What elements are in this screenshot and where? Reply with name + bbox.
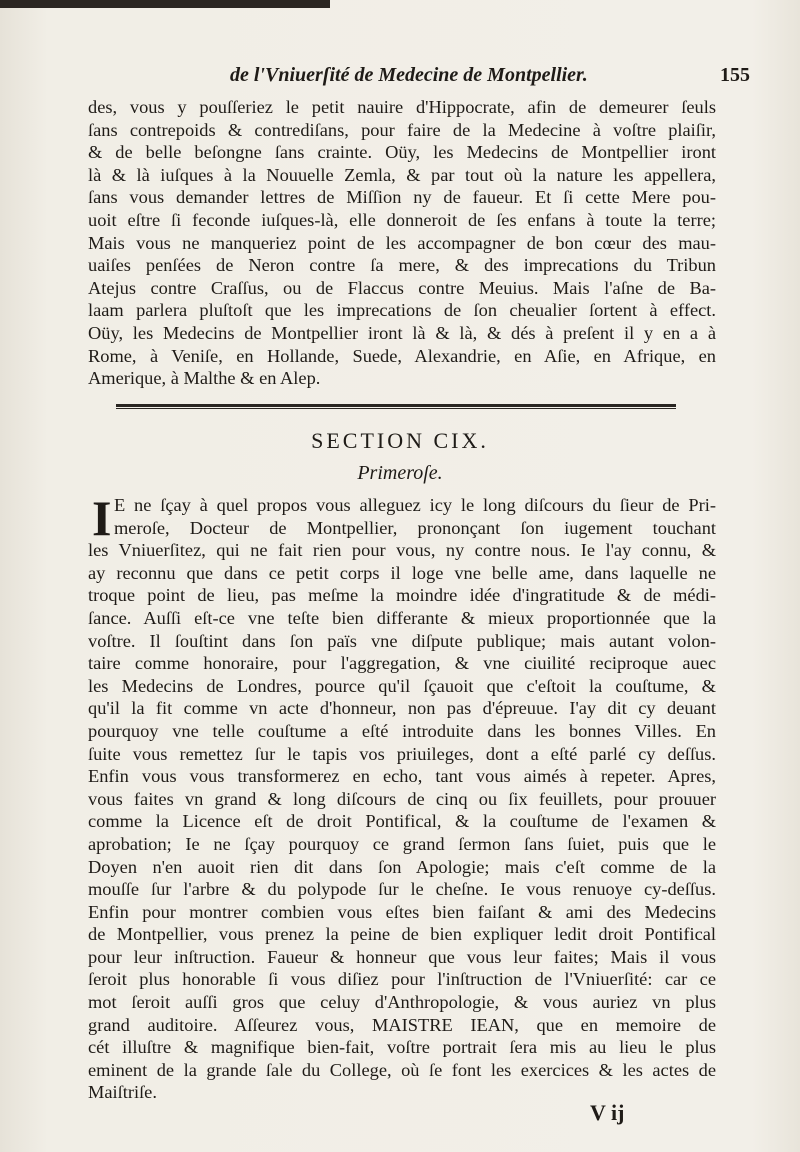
text-line: pour leur inſtruction. Faueur & honneur que vous leur faites; Mais il vous [88,946,716,967]
section-divider [116,404,676,409]
text-line: ſance. Auſſi eſt-ce vne teſte bien differante & mieux proportionnée que la [88,607,716,628]
text-line: pourquoy vne telle couſtume a eſté introduite dans les bonnes Villes. En [88,720,716,741]
text-line: les Medecins de Londres, pource qu'il ſçauoit que c'eſtoit la couſtume, & [88,675,716,696]
text-line: mouſſe ſur l'arbre & du polypode ſur le cheſne. Ie vous renuoye cy-deſſus. [88,879,716,900]
text-line: ſans vous demander lettres de Miſſion ny de faueur. Et ſi cette Mere pou- [88,187,716,208]
text-line: taire comme honoraire, pour l'aggregation, & vne ciuilité reciproque auec [88,653,716,674]
text-line: Doyen n'en auoit rien dit dans ſon Apologie; mais c'eſt comme de la [88,856,716,877]
text-line: ſuite vous remettez ſur le tapis vos priuileges, dont a eſté parlé cy deſſus. [88,743,716,764]
text-line: Rome, à Veniſe, en Hollande, Suede, Alexandrie, en Aſie, en Afrique, en [88,345,716,366]
page-edge-shadow [0,0,330,8]
section-title: SECTION CIX. [311,428,489,453]
text-line: eminent de la grande ſale du College, où ſe font les exercices & les actes de [88,1059,716,1080]
section-subtitle: Primeroſe. [357,462,443,484]
text-line: Maiſtriſe. [88,1082,157,1103]
text-line: Oüy, les Medecins de Montpellier iront là & là, & dés à preſent il y en a à [88,322,716,343]
text-line: & de belle beſongne ſans crainte. Oüy, les Medecins de Montpellier iront [88,142,716,163]
text-line: uaiſes penſées de Neron contre ſa mere, & des imprecations du Tribun [88,255,716,276]
drop-cap: I [92,490,112,546]
text-line: aprobation; Ie ne ſçay pourquoy ce grand ſermon ſans ſuiet, puis que le [88,833,716,854]
signature-mark: V ij [590,1100,625,1125]
text-line: E ne ſçay à quel propos vous alleguez icy le long diſcours du ſieur de Pri- [114,495,716,515]
text-line: Atejus contre Craſſus, ou de Flaccus contre Meuius. Mais l'aſne de Ba- [88,277,716,298]
paragraph-continued [88,96,716,390]
text-line: ſans contrepoids & contrediſans, pour faire de la Medecine à voſtre plaiſir, [88,119,716,140]
text-line: troque point de lieu, pas meſme la moindre idée d'ingratitude & de médi- [88,585,716,606]
section-body [88,490,716,1104]
text-line: ay reconnu que dans ce petit corps il loge vne belle ame, dans laquelle ne [88,562,716,583]
text-line: Amerique, à Malthe & en Alep. [88,368,321,389]
text-line: là & là iuſques à la Nouuelle Zemla, & par tout où la nature les appellera, [88,164,716,185]
text-line: ſeroit plus honorable ſi vous diſiez pour l'inſtruction de l'Vniuerſité: car ce [88,969,716,990]
text-line: uoit eſtre ſi feconde iuſques-là, elle donneroit de ſes enfans à toute la terre; [88,209,716,230]
text-line: laam parlera pluſtoſt que les imprecations de ſon cheualier ſortent à effect. [88,300,716,321]
text-line: Enfin pour montrer combien vous eſtes bien faiſant & ami des Medecins [88,901,716,922]
text-line: Mais vous ne manqueriez point de les accompagner de bon cœur des mau- [88,232,716,253]
text-line: vous faites vn grand & long diſcours de cinq ou ſix feuillets, pour prouuer [88,788,716,809]
running-title: de l'Vniuerſité de Medecine de Montpellier. [230,64,588,86]
text-line: meroſe, Docteur de Montpellier, prononçant ſon iugement touchant [114,517,716,538]
text-line: cét illuſtre & magnifique bien-fait, voſtre portrait ſera mis au lieu le plus [88,1037,716,1058]
text-line: des, vous y pouſſeriez le petit nauire d'Hippocrate, afin de demeurer ſeuls [88,97,716,117]
text-line: qu'il la fit comme vn acte d'honneur, non pas d'épreuue. I'ay dit cy deuant [88,698,716,719]
text-line: Enfin vous vous transformerez en echo, tant vous aimés à repeter. Apres, [88,766,716,787]
text-line: les Vniuerſitez, qui ne fait rien pour vous, ny contre nous. Ie l'ay connu, & [88,540,716,561]
text-line: grand auditoire. Aſſeurez vous, MAISTRE IEAN, que en memoire de [88,1014,716,1035]
text-line: comme la Licence eſt de droit Pontifical, & la couſtume de l'examen & [88,811,716,832]
page-number: 155 [720,64,750,86]
text-line: voſtre. Il ſouſtint dans ſon païs vne diſpute publique; mais autant volon- [88,630,716,651]
text-line: mot ſeroit auſſi gros que celuy d'Anthropologie, & vous auriez vn plus [88,992,716,1013]
text-line: de Montpellier, vous prenez la peine de bien expliquer ledit droit Pontifical [88,924,716,945]
